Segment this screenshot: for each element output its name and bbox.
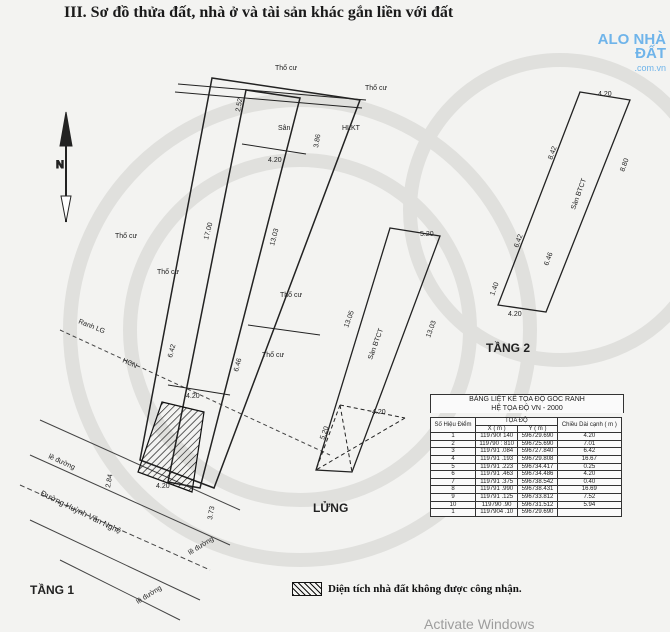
table-cell-l: 4.20 <box>557 433 621 441</box>
table-cell-l: 6.42 <box>557 448 621 456</box>
table-cell-p: 7 <box>431 478 476 486</box>
watermark-brand: ALO NHÀ ĐẤT <box>597 31 666 62</box>
col-length-header: Chiều Dài cạnh ( m ) <box>557 418 621 433</box>
table-cell-x: 119791 .125 <box>475 493 517 501</box>
table-cell-p: 2 <box>431 440 476 448</box>
table-cell-p: 3 <box>431 448 476 456</box>
label-san: Sân <box>278 125 291 132</box>
table-cell-p: 1 <box>431 433 476 441</box>
dim-642-left: 6.42 <box>167 343 178 359</box>
plan-labels <box>30 64 631 606</box>
label-le-duong-3: lề đường <box>135 584 164 606</box>
label-hlkt: HLKT <box>342 125 360 132</box>
table-row <box>431 486 622 494</box>
table-cell-x: 119791 .193 <box>475 455 517 463</box>
table-cell-x: 119791 .084 <box>475 448 517 456</box>
dim-1303-lung: 13.03 <box>425 319 438 339</box>
table-row <box>431 463 622 471</box>
coordinate-table-title <box>430 394 624 413</box>
table-cell-y: 596733.812 <box>518 493 557 501</box>
dim-420-mid: 4.20 <box>186 393 200 400</box>
table-row <box>431 455 622 463</box>
label-tho-cu-6: Thổ cư <box>262 352 285 359</box>
table-row <box>431 501 622 509</box>
page-title: III. Sơ đồ thửa đất, nhà ở và tài sản khác gắn liền với đất <box>64 4 454 21</box>
label-tho-cu-4: Thổ cư <box>157 269 180 276</box>
table-cell-y: 596729.690 <box>518 509 557 517</box>
label-tho-cu-3: Thổ cư <box>115 233 138 240</box>
dim-1305: 13.05 <box>343 309 356 329</box>
table-cell-p: 5 <box>431 463 476 471</box>
table-cell-p: 10 <box>431 501 476 509</box>
label-tho-cu-1: Thổ cư <box>275 65 298 72</box>
label-tho-cu-2: Thổ cư <box>365 85 388 92</box>
dim-646-t2: 6.46 <box>543 251 555 267</box>
table-cell-x: 119790! 140 <box>475 433 517 441</box>
table-cell-y: 596731.512 <box>518 501 557 509</box>
table-cell-y: 596725.690 <box>518 440 557 448</box>
table-cell-x: 119791 .375 <box>475 478 517 486</box>
dim-520-lung-top: 5.20 <box>420 231 434 238</box>
table-cell-l <box>557 509 621 517</box>
table-cell-l: 0.25 <box>557 463 621 471</box>
dim-420-lung-mid: 4.20 <box>372 409 386 416</box>
table-cell-y: 596738.542 <box>518 478 557 486</box>
table-cell-l: 7.01 <box>557 440 621 448</box>
label-ranh-lg: Ranh LG <box>77 318 106 336</box>
table-cell-p: 1 <box>431 509 476 517</box>
dim-386: 3.86 <box>313 133 323 149</box>
table-cell-l: 16.67 <box>557 455 621 463</box>
table-cell-l: 0.40 <box>557 478 621 486</box>
mezzanine-title: LỬNG <box>313 501 349 515</box>
table-cell-x: 119791 .223 <box>475 463 517 471</box>
table-cell-y: 596727.840 <box>518 448 557 456</box>
table-cell-l: 5.94 <box>557 501 621 509</box>
table-cell-x: 1197904 .10 <box>475 509 517 517</box>
table-cell-x: 119791 .463 <box>475 471 517 479</box>
coordinate-table-body <box>431 433 622 517</box>
col-x-header: X ( m ) <box>475 425 517 433</box>
hatch-swatch-icon <box>292 582 322 596</box>
table-cell-p: 6 <box>431 471 476 479</box>
dim-420-bottom: 4.20 <box>156 483 170 490</box>
table-cell-p: 9 <box>431 493 476 501</box>
label-tho-cu-5: Thổ cư <box>280 292 303 299</box>
floor2-title: TẦNG 2 <box>486 341 531 355</box>
dim-646-left: 6.46 <box>233 357 244 373</box>
dim-520-lung-left: 5.20 <box>319 425 331 441</box>
label-san-btct-2: Sàn BTCT <box>570 177 589 211</box>
dim-373: 3.73 <box>207 505 217 521</box>
table-row <box>431 493 622 501</box>
table-cell-x: 119791 .990 <box>475 486 517 494</box>
table-row <box>431 440 622 448</box>
dim-252: 2.52 <box>235 97 245 113</box>
table-cell-y: 596734.417 <box>518 463 557 471</box>
table-row <box>431 471 622 479</box>
table-cell-y: 596729.808 <box>518 455 557 463</box>
table-row <box>431 448 622 456</box>
label-hcn: HCN <box>121 357 138 370</box>
table-cell-l: 7.52 <box>557 493 621 501</box>
legend-text: Diện tích nhà đất không được công nhận. <box>328 583 522 595</box>
label-street-name: Đường Huỳnh Văn Nghệ <box>39 488 123 536</box>
label-san-btct-lung: Sàn BTCT <box>367 327 386 361</box>
floor1-title: TẦNG 1 <box>30 583 75 597</box>
table-cell-y: 596729.690 <box>518 433 557 441</box>
table-row <box>431 509 622 517</box>
dim-1303: 13.03 <box>269 227 281 247</box>
dim-842: 8.42 <box>547 145 559 161</box>
table-title-line1: BẢNG LIỆT KÊ TỌA ĐỘ GÓC RANH <box>469 396 585 403</box>
legend <box>292 582 522 596</box>
table-cell-p: 8 <box>431 486 476 494</box>
activate-windows-watermark: Activate Windows <box>424 616 535 632</box>
dim-420-top: 4.20 <box>268 157 282 164</box>
dim-642-t2: 6.42 <box>513 233 525 249</box>
label-le-duong-2: lề đường <box>187 535 216 557</box>
col-coord-header: TỌA ĐỘ <box>475 418 557 426</box>
table-row <box>431 478 622 486</box>
dim-140: 1.40 <box>489 281 501 297</box>
watermark-domain: .com.vn <box>634 63 666 73</box>
table-cell-y: 596734.486 <box>518 471 557 479</box>
dim-1700: 17.00 <box>203 221 215 241</box>
table-cell-x: 119790 : 810 <box>475 440 517 448</box>
table-title-line2: HỆ TỌA ĐỘ VN - 2000 <box>491 405 563 412</box>
table-cell-l: 4.20 <box>557 471 621 479</box>
watermark-logo <box>566 33 666 75</box>
dim-420-t2-top: 4.20 <box>598 91 612 98</box>
dim-880: 8.80 <box>619 157 631 173</box>
col-point-header: Số Hiệu Điểm <box>431 418 476 433</box>
table-cell-y: 596738.431 <box>518 486 557 494</box>
dim-284: 2.84 <box>105 473 115 489</box>
label-le-duong-1: lề đường <box>47 453 76 472</box>
table-cell-x: 119790 .90 <box>475 501 517 509</box>
dim-420-t2-bottom: 4.20 <box>508 311 522 318</box>
table-row <box>431 433 622 441</box>
table-cell-l: 16.69 <box>557 486 621 494</box>
coordinate-table <box>430 417 622 517</box>
col-y-header: Y ( m ) <box>518 425 557 433</box>
svg-text:N: N <box>56 159 64 171</box>
north-arrow-icon <box>56 112 72 222</box>
table-cell-p: 4 <box>431 455 476 463</box>
